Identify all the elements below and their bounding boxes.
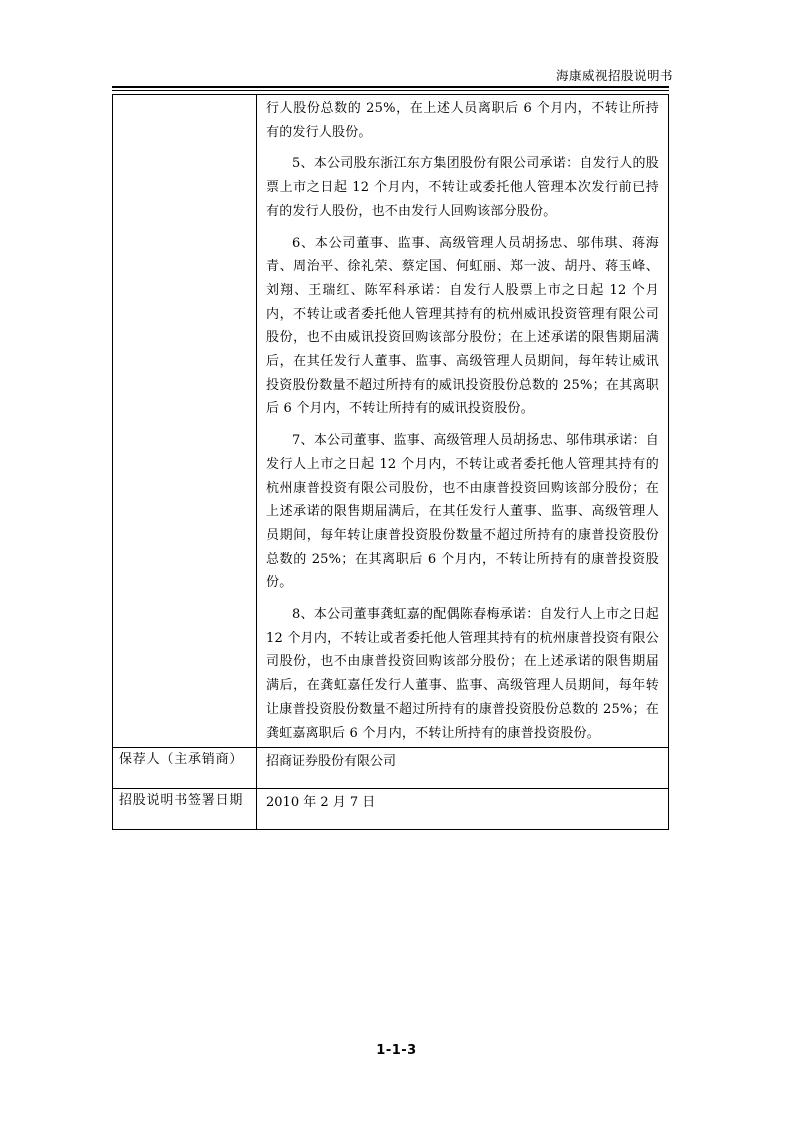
commitments-content-cell [257, 95, 669, 748]
table-row-commitments [113, 95, 669, 748]
commitments-label-cell [113, 95, 257, 748]
page-number: 1-1-3 [376, 1043, 417, 1058]
header-rule-thick [112, 86, 669, 88]
sponsor-label: 保荐人（主承销商） [113, 748, 257, 789]
prospectus-summary-table [112, 94, 669, 830]
commitment-paragraph-8: 8、本公司董事龚虹嘉的配偶陈春梅承诺：自发行人上市之日起 12 个月内，不转让或者委托他人管理其持有的杭州康普投资有限公司股份，也不由康普投资回购该部分股份；在上述承诺的限售期届满后，在龚虹嘉任发行人董事、监事、高级管理人员期间，每年转让康普投资股份数量不超过所持有的康普投资股份总数的 25%；在龚虹嘉离职后 6 个月内，不转让所持有的康普投资股份。 [266, 607, 659, 741]
commitment-paragraph-5: 5、本公司股东浙江东方集团股份有限公司承诺：自发行人的股票上市之日起 12 个月内，不转让或委托他人管理本次发行前已持有的发行人股份，也不由发行人回购该部分股份。 [266, 156, 659, 219]
sign-date-label: 招股说明书签署日期 [113, 789, 257, 830]
table-row-sponsor [113, 748, 669, 789]
table-row-sign-date [113, 789, 669, 830]
commitment-paragraph-6: 6、本公司董事、监事、高级管理人员胡扬忠、邬伟琪、蒋海青、周治平、徐礼荣、蔡定国、何虹丽、郑一波、胡丹、蒋玉峰、刘翔、王瑞红、陈军科承诺：自发行人股票上市之日起 12 个月内，不转让或者委托他人管理其持有的杭州威讯投资管理有限公司股份，也不由威讯投资回购该部分股份；在上述承诺的限售期届满后，在其任发行人董事、监事、高级管理人员期间，每年转让威讯投资股份数量不超过所持有的威讯投资股份总数的 25%；在其离职后 6 个月内，不转让所持有的威讯投资股份。 [266, 235, 659, 417]
commitment-paragraph-7: 7、本公司董事、监事、高级管理人员胡扬忠、邬伟琪承诺：自发行人上市之日起 12 个月内，不转让或者委托他人管理其持有的杭州康普投资有限公司股份，也不由康普投资回购该部分股份；在上述承诺的限售期届满后，在其任发行人董事、监事、高级管理人员期间，每年转让康普投资股份数量不超过所持有的康普投资股份总数的 25%；在其离职后 6 个月内，不转让所持有的康普投资股份。 [266, 433, 659, 591]
sign-date-value: 2010 年 2 月 7 日 [257, 789, 669, 830]
document-header-title: 海康威视招股说明书 [555, 68, 673, 83]
header-rule-thin [112, 90, 669, 91]
sponsor-value: 招商证券股份有限公司 [257, 748, 669, 789]
commitment-paragraph-4-continued: 行人股份总数的 25%，在上述人员离职后 6 个月内，不转让所持有的发行人股份。 [266, 101, 659, 140]
